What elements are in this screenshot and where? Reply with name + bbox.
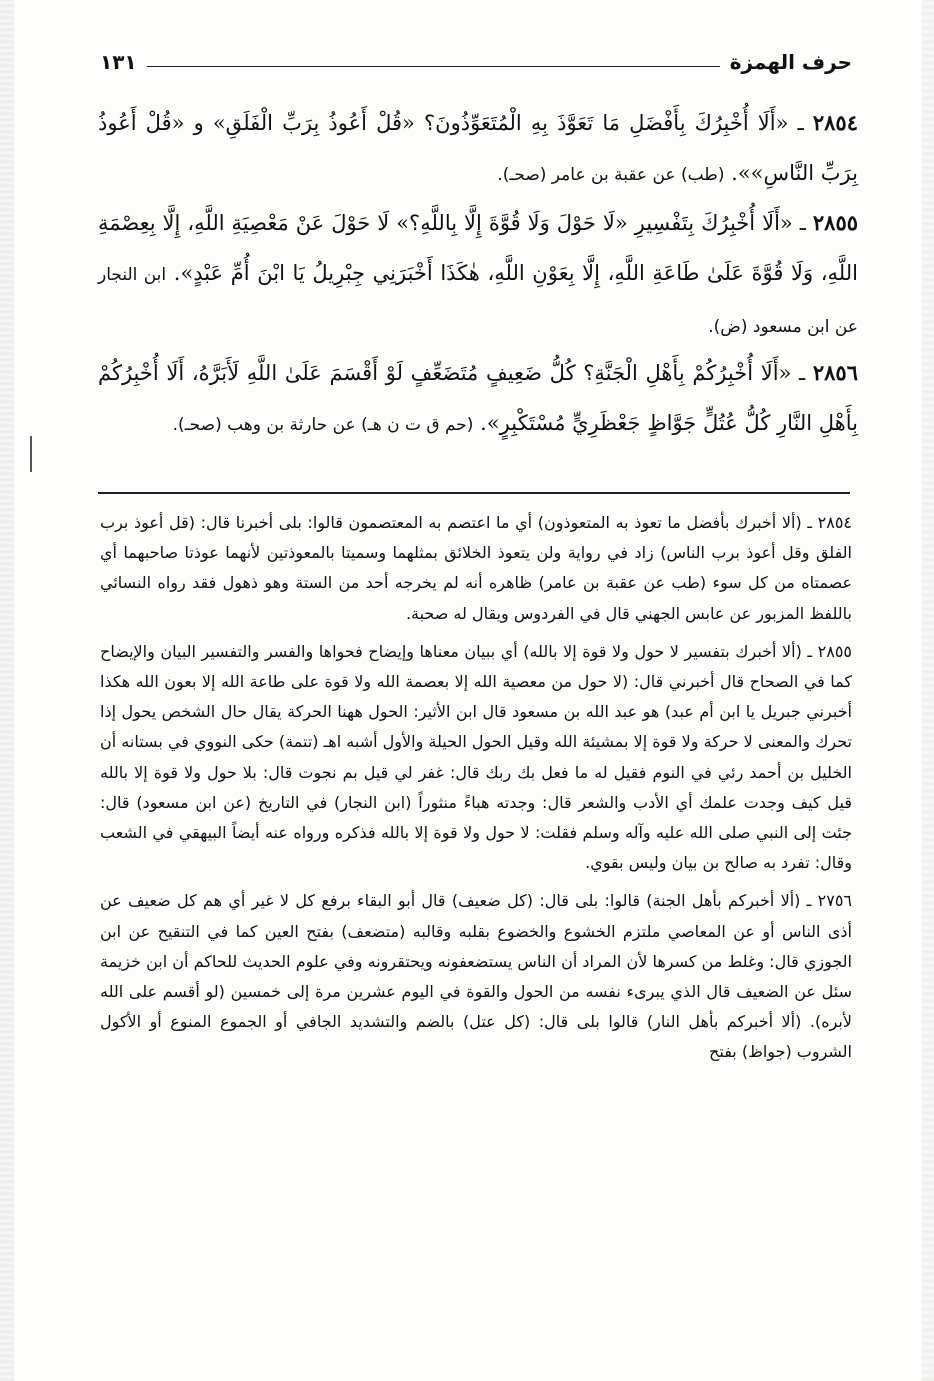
page-edge-left: [0, 0, 14, 1381]
hadith-number: ٢٨٥٤: [812, 110, 858, 135]
hadith-text: «أَلَا أُخْبِرُكَ بِتَفْسِيرِ «لَا حَوْلَ وَلَا قُوَّةَ إِلَّا بِاللَّهِ؟» لَا حَوْلَ عَنْ مَعْصِيَةِ اللَّهِ، إِلَّا بِعِصْمَةِ اللَّهِ، وَلَا قُوَّةَ عَلَىٰ طَاعَةِ اللَّهِ، إِلَّا بِعَوْنِ اللَّهِ، هٰكَذَا أَخْبَرَنِي جِبْرِيلُ يَا ابْنَ أُمِّ عَبْدٍ».: [98, 211, 858, 285]
hadith-text: «أَلَا أُخْبِرُكُمْ بِأَهْلِ الْجَنَّةِ؟ كُلُّ ضَعِيفٍ مُتَضَعِّفٍ لَوْ أَقْسَمَ عَلَىٰ اللَّهِ لَأَبَرَّهُ، أَلَا أُخْبِرُكُمْ بِأَهْلِ النَّارِ كُلُّ عُتُلٍّ جَوَّاظٍ جَعْظَرِيٍّ مُسْتَكْبِرٍ».: [98, 361, 858, 435]
hadith-text: «أَلَا أُخْبِرُكَ بِأَفْضَلِ مَا تَعَوَّذَ بِهِ الْمُتَعَوِّذُونَ؟ «قُلْ أَعُوذُ بِرَبِّ الْفَلَقِ» و «قُلْ أَعُوذُ بِرَبِّ النَّاسِ»».: [98, 111, 858, 185]
commentary-paragraph: ٢٨٥٥ ـ (ألا أخبرك بتفسير لا حول ولا قوة إلا بالله) أي ببيان معناها وإيضاح فحواها والفسر والتفسير البيان والإيضاح كما في الصحاح قال أخبرني قال: (لا حول من معصية الله إلا بعصمة الله ولا قوة على طاعة الله إلا بعون الله هكذا أخبرني جبريل يا ابن أم عبد) هو عبد الله بن مسعود قال ابن الأثير: الحول ههنا الحركة يقال حال الشخص يحول إذا تحرك والمعنى لا حركة ولا قوة إلا بمشيئة الله وقيل الحول الحيلة والأول أشبه اهـ (تتمة) حكى النووي في بستانه أن الخليل بن أحمد رئي في النوم فقيل له ما فعل بك ربك قال: غفر لي قيل بم نجوت قال: بلا حول ولا قوة إلا بالله قيل كيف وجدت علمك أي الأدب والشعر قال: وجدته هباءً منثوراً (ابن النجار) في التاريخ (عن ابن مسعود) قال: جئت إلى النبي صلى الله عليه وآله وسلم فقلت: لا حول ولا قوة إلا بالله فذكره ورواه عنه أيضاً البيهقي في الشعب وقال: تفرد به صالح بن بيان وليس بقوي.: [100, 641, 852, 873]
hadith-source: (طب) عن عقبة بن عامر (صحـ).: [497, 165, 725, 185]
hadith-2855: ٢٨٥٥ ـ «أَلَا أُخْبِرُكَ بِتَفْسِيرِ «لَا حَوْلَ وَلَا قُوَّةَ إِلَّا بِاللَّهِ؟» لَا حَوْلَ عَنْ مَعْصِيَةِ اللَّهِ، إِلَّا بِعِصْمَةِ اللَّهِ، وَلَا قُوَّةَ عَلَىٰ طَاعَةِ اللَّهِ، إِلَّا بِعَوْنِ اللَّهِ، هٰكَذَا أَخْبَرَنِي جِبْرِيلُ يَا ابْنَ أُمِّ عَبْدٍ». ابن النجار عن ابن مسعود (ض).: [98, 210, 859, 337]
page-edge-right: [922, 0, 934, 1381]
section-divider: [98, 492, 850, 494]
commentary-section: [100, 508, 852, 1076]
page-number: ١٣١: [100, 50, 137, 74]
chapter-title: حرف الهمزة: [729, 50, 852, 74]
commentary-paragraph: ٢٨٥٤ ـ (ألا أخبرك بأفضل ما تعوذ به المتعوذون) أي ما اعتصم به المعتصمون قالوا: بلى أخبرنا قال: (قل أعوذ برب الفلق وقل أعوذ برب الناس) زاد في رواية ولن يتعوذ الخلائق بمثلهما وسميتا بالمعوذتين لأنهما عوذتا صاحبهما أي عصمتاه من كل سوء (طب عن عقبة بن عامر) ظاهره أنه لم يخرجه أحد من الستة وهو ذهول فقد رواه النسائي باللفظ المزبور عن عابس الجهني قال في الفردوس ويقال له صحبة.: [100, 513, 852, 623]
margin-mark: [30, 436, 32, 472]
header-rule: [147, 66, 720, 67]
hadith-source: (حم ق ت ن هـ) عن حارثة بن وهب (صحـ).: [172, 415, 474, 435]
commentary-paragraph: ٢٧٥٦ ـ (ألا أخبركم بأهل الجنة) قالوا: بلى قال: (كل ضعيف) قال أبو البقاء برفع كل لا غير أي هم كل ضعيف عن أذى الناس أو عن المعاصي ملتزم الخشوع والخضوع بقلبه وقالبه (متضعف) بفتح العين كما في التنقيح عن ابن الجوزي قال: وغلط من كسرها لأن المراد أن الناس يستضعفونه ويحتقرونه وفي علوم الحديث للحاكم أن ابن خزيمة سئل عن الضعيف قال الذي يبرىء نفسه من الحول والقوة في اليوم عشرين مرة إلى خمسين (لو أقسم على الله لأبره). (ألا أخبركم بأهل النار) قالوا بلى قال: (كل عتل) بالضم والتشديد الجافي أو الجموع المنوع أو الأكول الشروب (جواظ) بفتح: [100, 891, 852, 1062]
hadith-2854: ٢٨٥٤ ـ «أَلَا أُخْبِرُكَ بِأَفْضَلِ مَا تَعَوَّذَ بِهِ الْمُتَعَوِّذُونَ؟ «قُلْ أَعُوذُ بِرَبِّ الْفَلَقِ» و «قُلْ أَعُوذُ بِرَبِّ النَّاسِ»». (طب) عن عقبة بن عامر (صحـ).: [98, 110, 858, 185]
running-header: [100, 44, 852, 80]
hadith-source: ابن النجار عن ابن مسعود (ض).: [98, 265, 858, 337]
hadith-number: ٢٨٥٥: [812, 210, 859, 235]
hadith-number: ٢٨٥٦: [812, 360, 858, 385]
hadith-2856: ٢٨٥٦ ـ «أَلَا أُخْبِرُكُمْ بِأَهْلِ الْجَنَّةِ؟ كُلُّ ضَعِيفٍ مُتَضَعِّفٍ لَوْ أَقْسَمَ عَلَىٰ اللَّهِ لَأَبَرَّهُ، أَلَا أُخْبِرُكُمْ بِأَهْلِ النَّارِ كُلُّ عُتُلٍّ جَوَّاظٍ جَعْظَرِيٍّ مُسْتَكْبِرٍ». (حم ق ت ن هـ) عن حارثة بن وهب (صحـ).: [98, 360, 858, 435]
